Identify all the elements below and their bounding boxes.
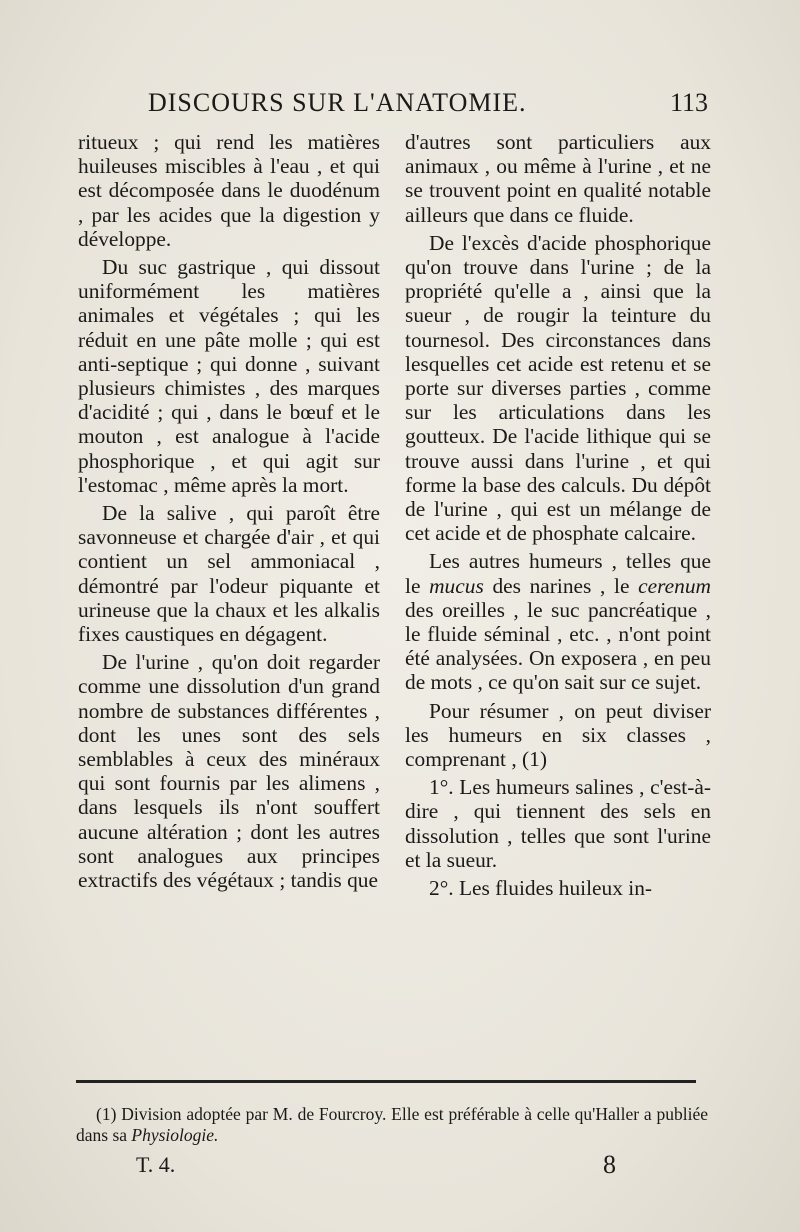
paragraph: d'autres sont particuliers aux animaux , ou même à l'urine , et ne se trouvent point en qualité notable ailleurs que dans ce fluide. [405, 130, 711, 227]
paragraph: Du suc gastrique , qui dissout uniformément les matières animales et végétales ; qui les réduit en une pâte molle ; qui est anti-septique ; qui donne , suivant plusieurs chimistes , des marques d'acidité ; qui , dans le bœuf et le mouton , est analogue à l'acide phosphorique , et qui agit sur l'estomac , même après la mort. [78, 255, 380, 497]
footnote-text: (1) Division adoptée par M. de Fourcroy. Elle est préférable à celle qu'Haller a publiée dans sa [76, 1104, 708, 1145]
paragraph: 2°. Les fluides huileux in- [429, 876, 653, 901]
paragraph: Pour résumer , on peut diviser les humeurs en six classes , comprenant , (1) [405, 698, 711, 772]
page-number: 113 [669, 88, 708, 117]
italic-term-cerenum: cerenum [638, 573, 711, 598]
paragraph: 1°. Les humeurs salines , c'est-à-dire , qui tiennent des sels en dissolution , telles que sont l'urine et la sueur. [405, 775, 711, 872]
paragraph: De la salive , qui paroît être savonneuse et chargée d'air , et qui contient un sel ammoniacal , démontré par l'odeur piquante et urineuse que la chaux et les alkalis fixes caustiques en dégagent. [78, 501, 380, 647]
paragraph-text: Les autres humeurs , telles que le [405, 549, 711, 598]
left-column [78, 130, 380, 892]
paragraph-text: des narines , le [483, 573, 639, 598]
signature-mark: T. 4. [136, 1152, 176, 1177]
gathering-number: 8 [603, 1150, 616, 1179]
italic-term-mucus: mucus [429, 573, 484, 598]
footnote [76, 1104, 708, 1146]
paragraph: ritueux ; qui rend les matières huileuses miscibles à l'eau , et qui est décomposée dans le duodénum , par les acides que la digestion y développe. [78, 130, 380, 251]
footnote-italic: Physiologie. [131, 1125, 219, 1145]
running-header [148, 88, 708, 128]
paragraph: De l'excès d'acide phosphorique qu'on trouve dans l'urine ; de la propriété qu'elle a , ainsi que la sueur , de rougir la teinture du tournesol. Des circonstances dans lesquelles cet acide est retenu et se porte sur diverses parties , comme sur les articulations dans les goutteux. De l'acide lithique qui se trouve aussi dans l'urine , et qui forme la base des calculs. Du dépôt de l'urine , qui est un mélange de cet acide et de phosphate calcaire. [405, 230, 711, 546]
footnote-rule [76, 1080, 696, 1083]
paragraph [405, 549, 711, 694]
running-title: DISCOURS SUR L'ANATOMIE. [148, 88, 527, 117]
paragraph: De l'urine , qu'on doit regarder comme une dissolution d'un grand nombre de substances différentes , dont les unes sont des sels semblables à ceux des minéraux qui sont fournis par les alimens , dans lesquels ils n'ont souffert aucune altération ; dont les autres sont analogues aux principes extractifs des végétaux ; tandis que [78, 650, 380, 893]
right-column [405, 130, 711, 900]
paragraph-text: des oreilles , le suc pancréatique , le fluide séminal , etc. , n'ont point été analysées. On exposera , en peu de mots , ce qu'on sait sur ce sujet. [405, 597, 711, 695]
